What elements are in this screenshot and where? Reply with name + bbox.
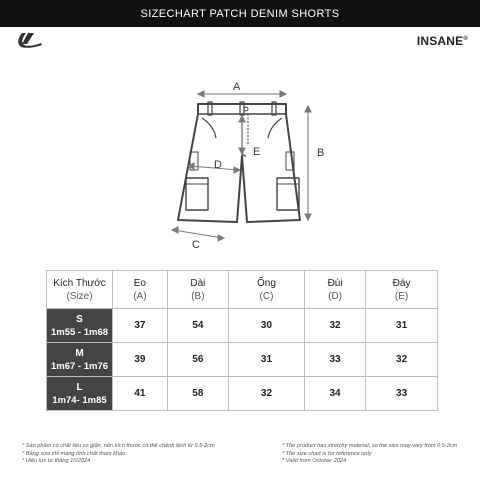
value-cell: 39 xyxy=(113,343,168,377)
note-line: * The product has stretchy material, so the size may vary from 0.5-2cm xyxy=(282,443,458,449)
size-cell xyxy=(47,309,113,343)
value-cell: 41 xyxy=(113,377,168,411)
column-header xyxy=(228,271,304,309)
registered-mark: ® xyxy=(463,36,468,42)
brand-name-text: INSANE xyxy=(416,34,464,48)
table-row xyxy=(47,343,438,377)
column-header xyxy=(113,271,168,309)
value-cell: 58 xyxy=(167,377,228,411)
label-c: C xyxy=(192,239,200,251)
table-row xyxy=(47,377,438,411)
column-label: Kích Thước xyxy=(53,277,106,289)
column-label: Eo xyxy=(133,277,146,289)
column-header xyxy=(366,271,438,309)
note-line: * Valid from October 2024 xyxy=(282,458,347,464)
column-label: Dài xyxy=(190,277,206,289)
size-cell xyxy=(47,343,113,377)
note-line: * Sản phẩm có chất liệu co giãn, nên kích thước có thể chênh lệch từ 0.5-2cm xyxy=(22,443,215,449)
column-sub: (A) xyxy=(133,290,147,302)
value-cell: 31 xyxy=(366,309,438,343)
size-label: L xyxy=(76,381,83,393)
size-cell xyxy=(47,377,113,411)
column-label: Đáy xyxy=(392,277,411,289)
column-sub: (Size) xyxy=(66,290,93,302)
value-cell: 33 xyxy=(366,377,438,411)
column-label: Ống xyxy=(257,277,276,289)
size-label: M xyxy=(75,347,84,359)
value-cell: 32 xyxy=(228,377,304,411)
shorts-illustration xyxy=(178,102,300,222)
note-line: * Hiệu lực từ tháng 10/2024 xyxy=(22,458,91,464)
height-range: 1m67 - 1m76 xyxy=(50,360,109,372)
table-row xyxy=(47,309,438,343)
height-range: 1m55 - 1m68 xyxy=(50,326,109,338)
column-sub: (D) xyxy=(328,290,343,302)
note-line: * Bảng size chỉ mang tính chất tham khảo xyxy=(22,450,126,457)
table-header-row xyxy=(47,271,438,309)
value-cell: 32 xyxy=(366,343,438,377)
label-a: A xyxy=(233,81,241,93)
page-title: SIZECHART PATCH DENIM SHORTS xyxy=(140,7,340,20)
size-label: S xyxy=(76,313,83,325)
value-cell: 56 xyxy=(167,343,228,377)
header-bar xyxy=(0,0,480,27)
column-sub: (B) xyxy=(191,290,205,302)
label-d: D xyxy=(214,159,222,171)
label-b: B xyxy=(317,147,325,159)
value-cell: 31 xyxy=(228,343,304,377)
value-cell: 32 xyxy=(304,309,365,343)
value-cell: 33 xyxy=(304,343,365,377)
brand-logo-icon xyxy=(14,30,46,50)
column-header xyxy=(47,271,113,309)
note-line: * The size chart is for reference only xyxy=(282,450,372,457)
label-e: E xyxy=(253,146,261,158)
value-cell: 37 xyxy=(113,309,168,343)
notes-vietnamese xyxy=(22,443,215,466)
notes-english xyxy=(282,443,457,466)
value-cell: 34 xyxy=(304,377,365,411)
value-cell: 30 xyxy=(228,309,304,343)
column-header xyxy=(304,271,365,309)
brand-name xyxy=(417,34,468,48)
column-sub: (C) xyxy=(259,290,274,302)
height-range: 1m74- 1m85 xyxy=(52,394,107,406)
column-sub: (E) xyxy=(394,290,409,302)
column-header xyxy=(167,271,228,309)
column-label: Đùi xyxy=(327,277,343,289)
size-chart-table xyxy=(46,270,438,411)
value-cell: 54 xyxy=(167,309,228,343)
shorts-measurement-diagram xyxy=(150,70,340,260)
